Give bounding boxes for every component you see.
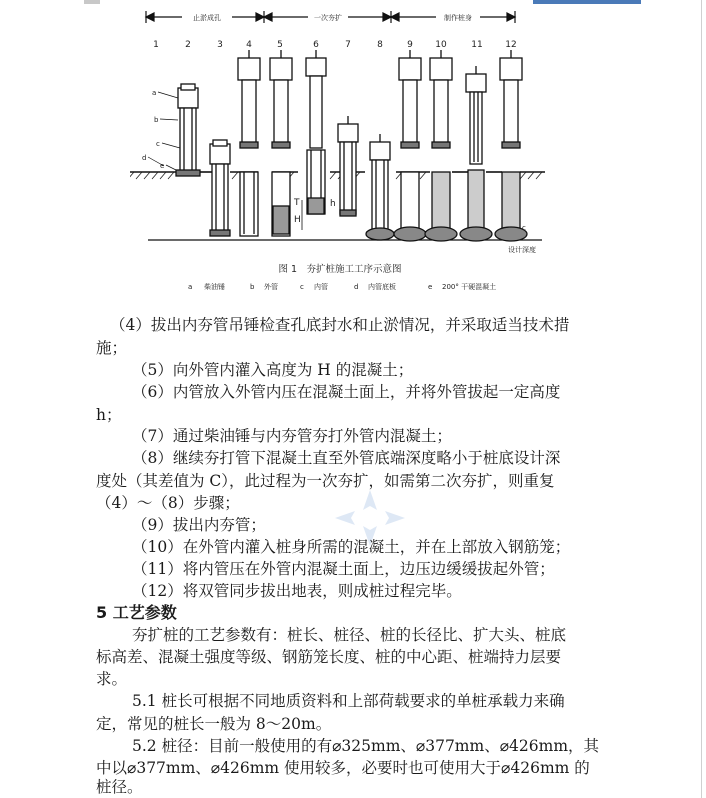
step-numbers [153, 40, 517, 50]
phase-label-2: 一次夯扩 [314, 14, 342, 22]
legend-key: c [300, 283, 304, 291]
stage-9-pile [394, 50, 426, 241]
section-5-1-line-2: 定，常见的桩长一般为 8～20m。 [96, 715, 332, 733]
legend-key: e [428, 283, 433, 291]
legend-label: 内管 [314, 283, 328, 291]
part-labels [142, 89, 180, 170]
section-5-2-line-2: 中以⌀377mm、⌀426mm 使用较多，必要时也可使用大于⌀426mm 的 [96, 759, 590, 777]
part-letter: d [142, 154, 147, 162]
step-4-line-1: （4）拔出内夯管吊锤检查孔底封水和止淤情况，并采取适当技术措 [110, 316, 570, 334]
step-5: （5）向外管内灌入高度为 H 的混凝土； [132, 361, 414, 379]
legend-label: 外管 [264, 283, 278, 291]
design-depth-label: 设计深度 [508, 246, 536, 254]
section-5-para-line-1: 夯扩桩的工艺参数有：桩长、桩径、桩的长径比、扩大头、桩底 [132, 626, 567, 644]
step-11: （11）将内管压在外管内混凝土面上，边压边缓缓拔起外管； [132, 560, 555, 578]
step-6-line-1: （6）内管放入外管内压在混凝土面上，并将外管拔起一定高度 [132, 383, 561, 401]
legend-key: d [354, 283, 359, 291]
mark-c: c [522, 224, 526, 232]
mark-T: T [294, 198, 300, 208]
stage-7-pile [338, 116, 358, 216]
mark-h: h [330, 199, 336, 209]
step-number: 1 [153, 40, 159, 50]
step-number: 6 [313, 40, 319, 50]
step-number: 4 [246, 40, 252, 50]
section-5-para-line-2: 标高差、混凝土强度等级、钢筋笼长度、桩的中心距、桩端持力层要 [96, 648, 562, 666]
step-8-line-3: （4）～（8）步骤； [96, 494, 240, 512]
legend-key: a [188, 283, 193, 291]
stage-12-pile [495, 50, 527, 241]
section-5-heading: 5 工艺参数 [96, 603, 177, 622]
part-letter: b [154, 116, 159, 124]
step-6-line-2: h； [96, 406, 122, 424]
step-4-line-2: 施； [96, 339, 128, 357]
legend-label: 内管底板 [368, 283, 396, 291]
figure-caption: 图 1 夯扩桩施工工序示意图 [278, 264, 402, 275]
legend-label: 柴油锤 [204, 283, 225, 291]
stage-6-pile [306, 50, 326, 214]
mark-H: H [294, 215, 301, 225]
step-number: 9 [407, 40, 413, 50]
step-number: 10 [435, 40, 447, 50]
section-5-2-line-1: 5.2 桩径：目前一般使用的有⌀325mm、⌀377mm、⌀426mm，其 [132, 737, 600, 755]
step-9: （9）拔出内夯管； [132, 516, 266, 534]
stage-5-pile [270, 50, 292, 236]
step-8-line-1: （8）继续夯打管下混凝土直至外管底端深度略小于桩底设计深 [132, 449, 561, 467]
stage-4-pile [238, 50, 260, 236]
phase-label-3: 制作桩身 [444, 14, 472, 22]
step-number: 12 [505, 40, 517, 50]
step-number: 2 [185, 40, 191, 50]
step-10: （10）在外管内灌入桩身所需的混凝土，并在上部放入钢筋笼； [132, 538, 571, 556]
step-12: （12）将双管同步拔出地表，则成桩过程完毕。 [132, 582, 462, 600]
construction-sequence-figure [130, 0, 560, 300]
step-number: 8 [377, 40, 383, 50]
section-5-para-line-3: 求。 [96, 670, 128, 688]
step-number: 7 [345, 40, 351, 50]
scroll-marker-left [84, 0, 100, 4]
stage-2-pile [176, 84, 200, 176]
step-7: （7）通过柴油锤与内夯管夯打外管内混凝土； [132, 427, 452, 445]
legend-label: 200° 干硬混凝土 [442, 283, 497, 291]
legend-key: b [250, 283, 255, 291]
page-edge [701, 0, 702, 798]
stage-11-pile [460, 66, 492, 241]
part-letter: e [160, 162, 165, 170]
step-number: 11 [471, 40, 483, 50]
section-5-2-line-3: 桩径。 [96, 778, 143, 796]
step-number: 3 [217, 40, 223, 50]
part-letter: c [156, 140, 160, 148]
stage-8-pile [366, 134, 394, 240]
part-letter: a [152, 89, 157, 97]
figure-legend [188, 282, 496, 291]
step-8-line-2: 度处（其差值为 C），此过程为一次夯扩，如需第二次夯扩，则重复 [96, 472, 555, 490]
step-number: 5 [277, 40, 283, 50]
stage-3-pile [210, 140, 230, 236]
section-5-1-line-1: 5.1 桩长可根据不同地质资料和上部荷载要求的单桩承载力来确 [132, 692, 565, 710]
stage-10-pile [425, 50, 457, 241]
phase-label-1: 止淤成孔 [193, 14, 221, 22]
